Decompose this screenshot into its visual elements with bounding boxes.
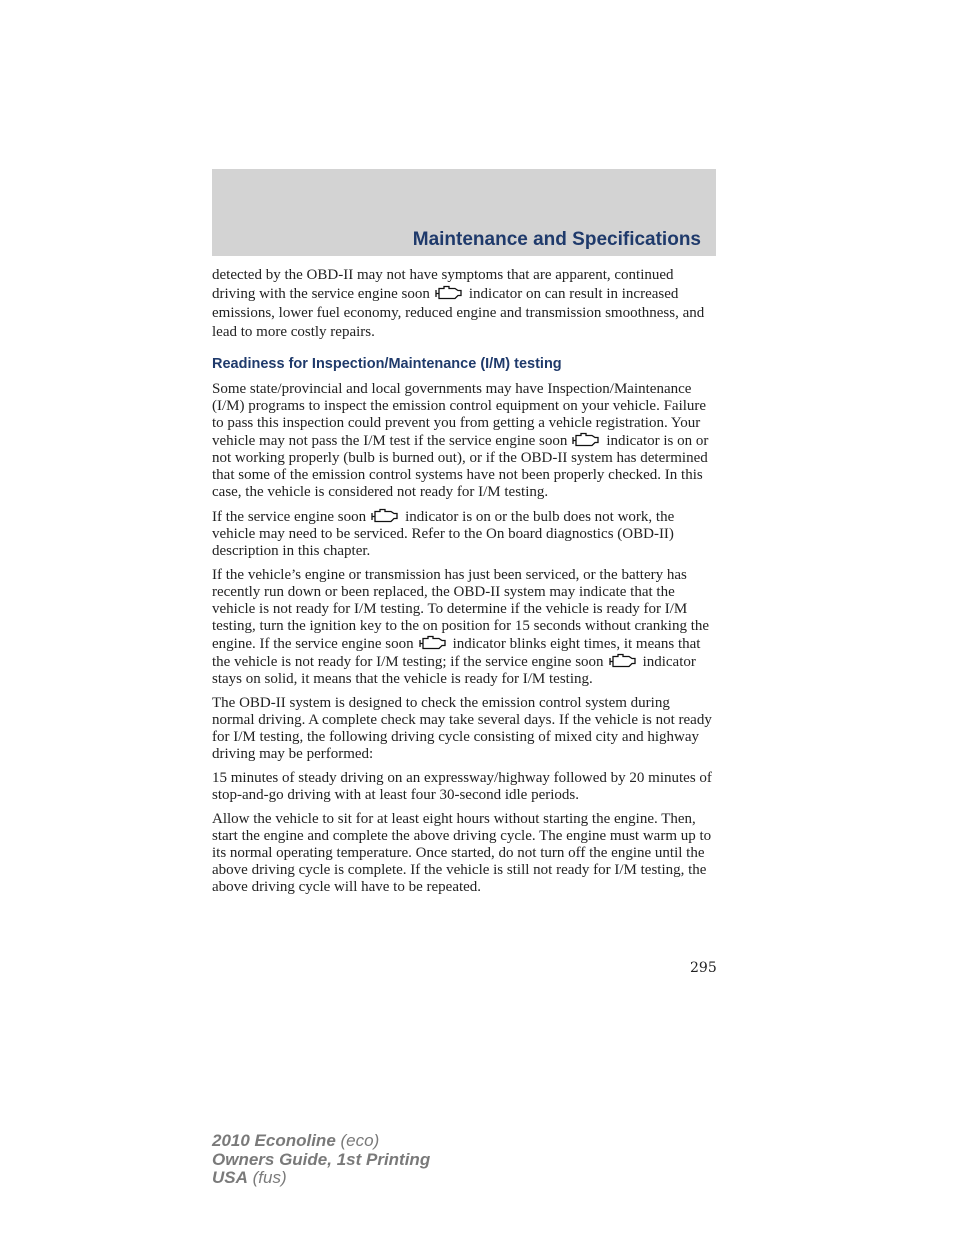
page-number: 295 bbox=[690, 960, 717, 976]
footer-market-code: (fus) bbox=[252, 1168, 287, 1187]
paragraph-readiness-check bbox=[212, 567, 716, 688]
p2-text-a: If the service engine soon bbox=[212, 509, 367, 525]
paragraph-obd-design: The OBD-II system is designed to check the emission control system during normal driving. A complete check may take several days. If the vehicle is not ready for I/M testing, the following driving cycle consisting of mixed city and highway driving may be performed: bbox=[212, 695, 712, 762]
footer-model-code: (eco) bbox=[340, 1131, 380, 1150]
check-engine-icon bbox=[608, 653, 638, 669]
p3-text-c: indicator stays on solid, it means that the vehicle is ready for I/M testing. bbox=[212, 654, 696, 687]
check-engine-icon bbox=[418, 635, 448, 651]
section-title: Maintenance and Specifications bbox=[412, 229, 701, 250]
p3-text-a: If the vehicle’s engine or transmission has just been serviced, or the battery has recently run down or been replaced, the OBD-II system may indicate that the vehicle is not ready for I/M testing. To determine if the vehicle is ready for I/M testing, turn the ignition key to the on position for 15 seconds without cranking the engine. If the service engine soon bbox=[212, 567, 710, 652]
page-content bbox=[212, 266, 716, 903]
intro-paragraph bbox=[212, 266, 716, 342]
check-engine-icon bbox=[434, 285, 464, 301]
check-engine-icon bbox=[571, 432, 601, 448]
footer-model: 2010 Econoline bbox=[212, 1131, 336, 1150]
intro-text-a: detected by the OBD-II may not have symptoms that are apparent, continued driving with the service engine soon bbox=[212, 267, 674, 302]
section-header-band bbox=[212, 169, 716, 256]
p2-text-b: indicator is on or the bulb does not work, the vehicle may need to be serviced. Refer to the On board diagnostics (OBD-II) description in this chapter. bbox=[212, 509, 675, 559]
section-heading: Readiness for Inspection/Maintenance (I/M) testing bbox=[212, 356, 562, 372]
paragraph-driving-cycle: 15 minutes of steady driving on an expressway/highway followed by 20 minutes of stop-and-go driving with at least four 30-second idle periods. bbox=[212, 770, 712, 803]
paragraph-im-programs bbox=[212, 381, 716, 501]
p1-text-b: indicator is on or not working properly (bulb is burned out), or if the OBD-II system has determined that some of the emission control systems have not been properly checked. In this case, the vehicle is considered not ready for I/M testing. bbox=[212, 433, 709, 500]
footer-market: USA bbox=[212, 1168, 248, 1187]
paragraph-indicator-on bbox=[212, 508, 716, 560]
p1-text-a: Some state/provincial and local governments may have Inspection/Maintenance (I/M) programs to inspect the emission control equipment on your vehicle. Failure to pass this inspection could prevent you from getting a vehicle registration. Your vehicle may not pass the I/M test if the service engine soon bbox=[212, 381, 707, 449]
footer-line-model bbox=[212, 1132, 430, 1151]
intro-text-b: indicator on can result in increased emissions, lower fuel economy, reduced engine and transmission smoothness, and lead to more costly repairs. bbox=[212, 286, 705, 340]
paragraph-repeat-cycle: Allow the vehicle to sit for at least eight hours without starting the engine. Then, start the engine and complete the above driving cycle. The engine must warm up to its normal operating temperature. Once started, do not turn off the engine until the above driving cycle is complete. If the vehicle is still not ready for I/M testing, the above driving cycle will have to be repeated. bbox=[212, 811, 712, 895]
check-engine-icon bbox=[370, 508, 400, 524]
footer bbox=[212, 1132, 430, 1188]
footer-printing: Owners Guide, 1st Printing bbox=[212, 1149, 431, 1169]
footer-line-market bbox=[212, 1169, 430, 1188]
p3-text-b: indicator blinks eight times, it means that the vehicle is not ready for I/M testing; if the service engine soon bbox=[212, 636, 701, 670]
